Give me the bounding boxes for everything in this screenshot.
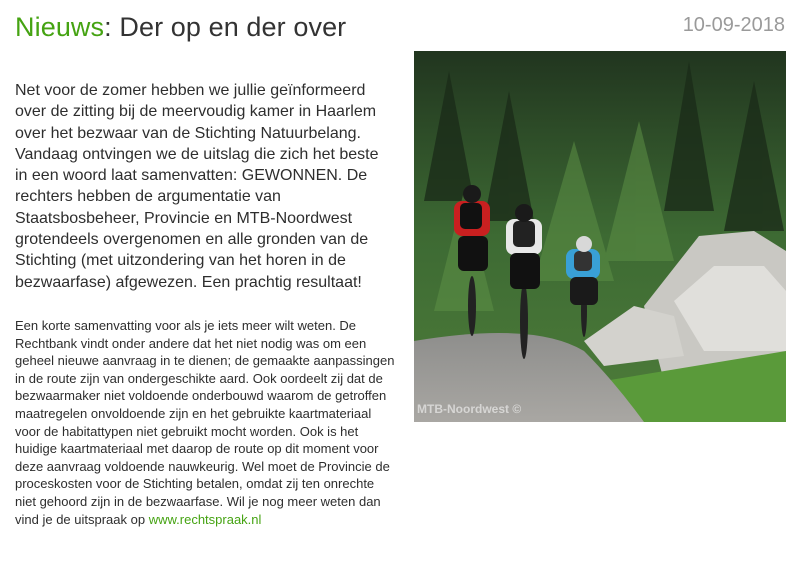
page-title — [15, 12, 346, 43]
rechtspraak-link[interactable]: www.rechtspraak.nl — [148, 511, 262, 527]
publish-date: 10-09-2018 — [682, 14, 785, 36]
article-body — [15, 317, 395, 528]
article-intro: Net voor de zomer hebben we jullie geïnformeerd over de zitting bij de meervoudig kamer in Haarlem over het bezwaar van de Stichting Natuurbelang. Vandaag ontvingen we de uitslag die zich het beste in een woord laat samenvatten: GEWONNEN. De rechters hebben de argumentatie van Staatsbosbeheer, Provincie en MTB-Noordwest grotendeels overgenomen en alle gronden van de Stichting (met uitzondering van het horen in de bezwaarfase) afgewezen. Een prachtig resultaat! — [15, 82, 379, 291]
mountain-bikers-illustration — [414, 51, 786, 422]
title-text: Der op en der over — [111, 12, 347, 42]
article-body-text: Een korte samenvatting voor als je iets meer wilt weten. De Rechtbank vindt onder andere dat het niet nodig was om een geheel nieuwe aanvraag in te dienen; de gemaakte aanpassingen in de route zijn van ondergeschikte aard. Ook oordeelt zij dat de bezwaarmaker niet voldoende onderbouwd waarom de getroffen maatregelen onvoldoende zijn en het gebruikte kaartmateriaal voor de habitattypen niet gebruikt mocht worden. Ook is het huidige kaartmateriaal met daarop de route op dit moment voor deze aanvraag voldoende nauwkeurig. Wel moet de Provincie de proceskosten voor de Stichting betalen, omdat zij ten onrechte niet gehoord zijn in de bezwaarfase. Wil je nog meer weten dan vind je de uitspraak op — [15, 318, 395, 527]
title-prefix: Nieuws — [15, 12, 105, 42]
article-photo — [414, 51, 786, 422]
title-separator: : — [104, 12, 112, 42]
photo-watermark: MTB-Noordwest © — [417, 402, 522, 416]
